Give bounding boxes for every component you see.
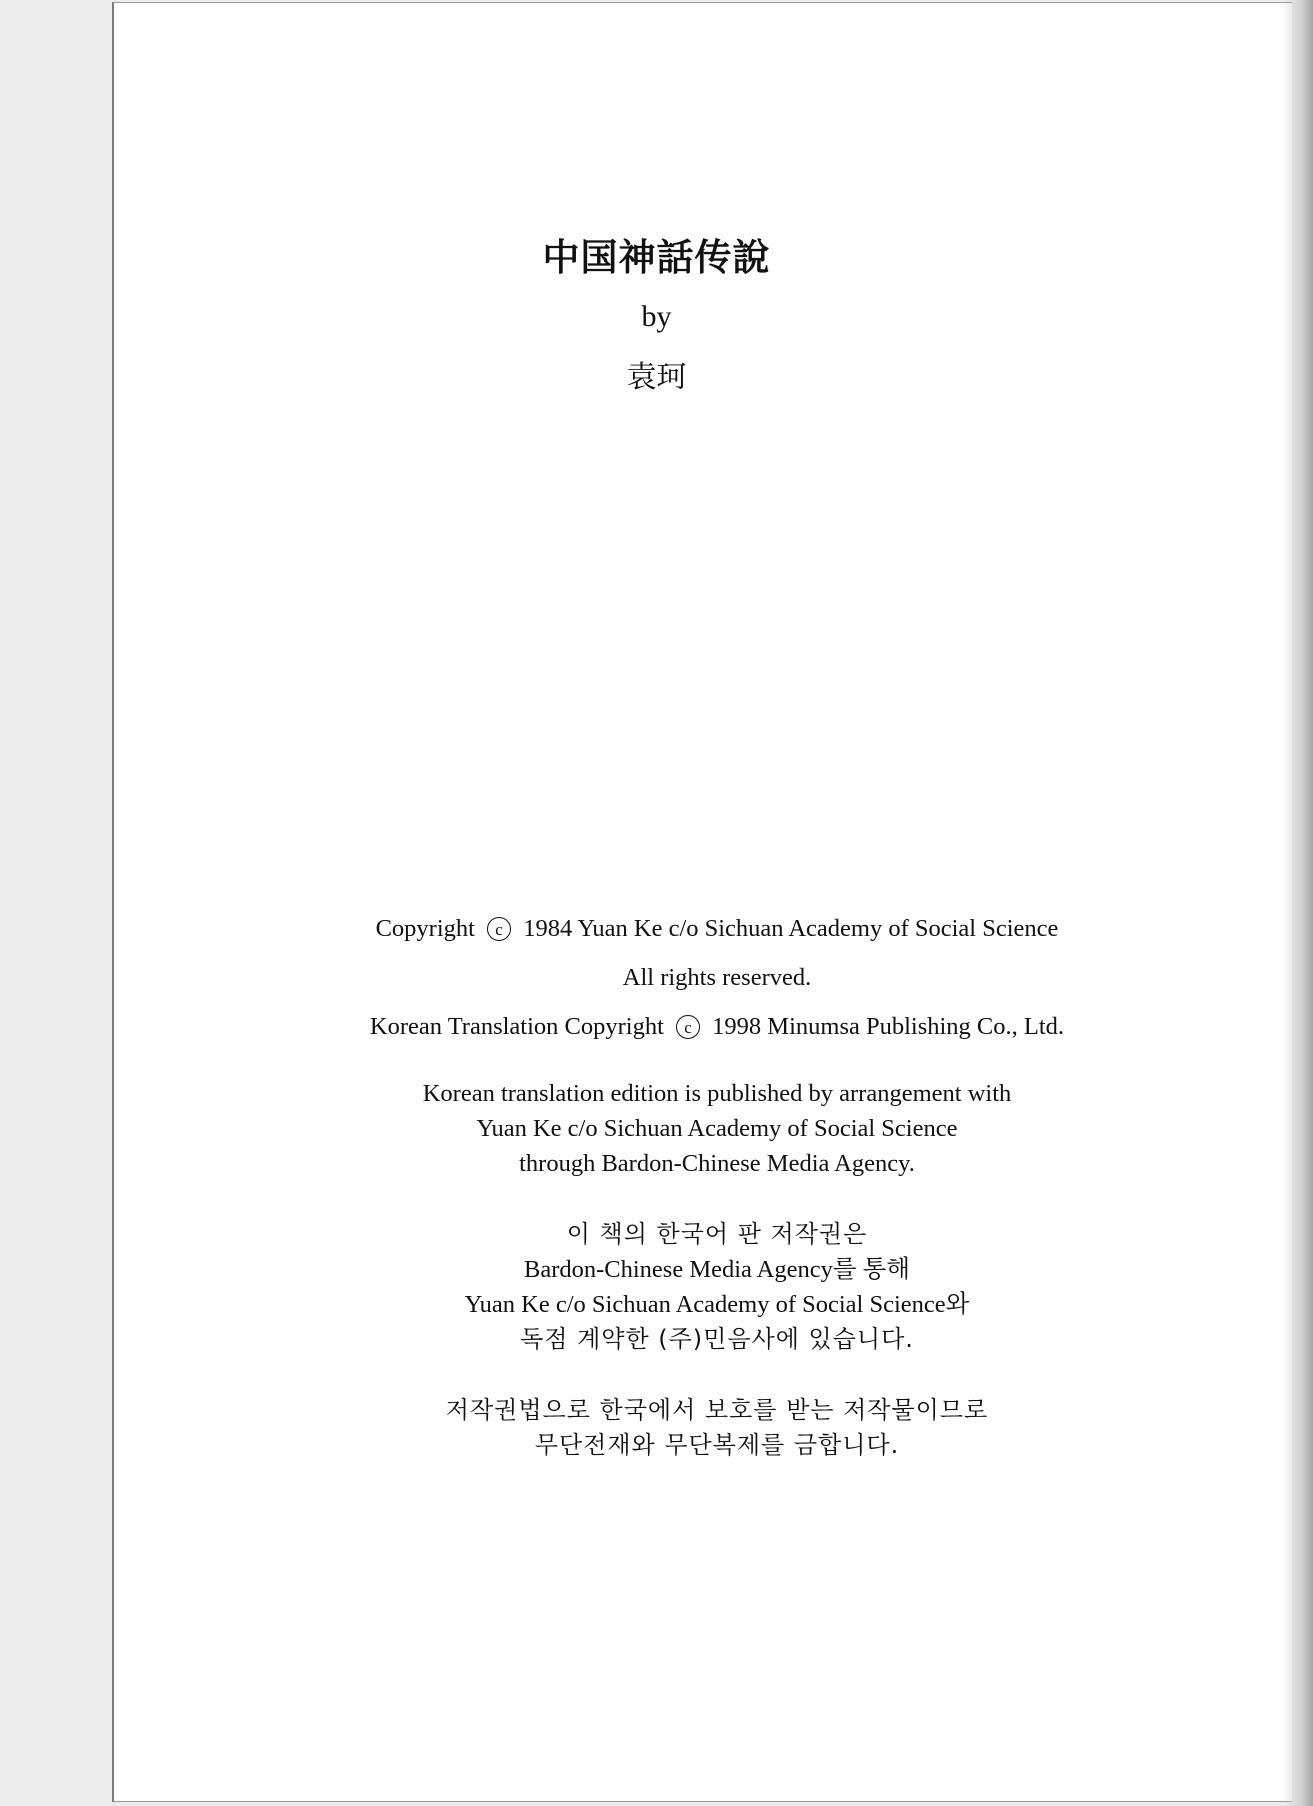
korean-rights-line: Bardon-Chinese Media Agency를 통해	[523, 1256, 911, 1283]
korean-rights-line: 독점 계약한 (주)민음사에 있습니다.	[520, 1325, 914, 1353]
author-name: 袁珂	[626, 361, 687, 394]
korean-rights-paragraph	[0, 1217, 1313, 1357]
arrangement-line: through Bardon-Chinese Media Agency.	[519, 1150, 915, 1177]
rights-reserved: All rights reserved.	[622, 964, 812, 991]
copyright-line-original	[0, 908, 1313, 950]
copyright-notice-paragraph	[0, 1393, 1313, 1463]
copyright-holder: 1984 Yuan Ke c/o Sichuan Academy of Social Science	[523, 915, 1059, 942]
translation-copyright-holder: 1998 Minumsa Publishing Co., Ltd.	[712, 1013, 1065, 1040]
copyright-block	[0, 908, 1313, 1463]
notice-line: 무단전재와 무단복제를 금합니다.	[534, 1431, 900, 1459]
page-edge-shadow	[1283, 0, 1313, 1806]
copyright-symbol-icon: c	[487, 917, 511, 941]
arrangement-paragraph	[0, 1076, 1313, 1181]
copyright-line-translation	[0, 1006, 1313, 1048]
arrangement-line: Korean translation edition is published by arrangement with	[422, 1080, 1012, 1107]
notice-line: 저작권법으로 한국에서 보호를 받는 저작물이므로	[445, 1396, 989, 1424]
arrangement-line: Yuan Ke c/o Sichuan Academy of Social Science	[476, 1115, 958, 1142]
korean-rights-line: 이 책의 한국어 판 저작권은	[566, 1220, 868, 1248]
by-label: by	[641, 300, 672, 333]
translation-copyright-word: Korean Translation Copyright	[369, 1013, 664, 1040]
book-title: 中国神話传說	[542, 238, 771, 279]
copyright-word: Copyright	[375, 915, 475, 942]
copyright-symbol-icon: c	[676, 1015, 700, 1039]
korean-rights-line: Yuan Ke c/o Sichuan Academy of Social Science와	[464, 1291, 970, 1318]
title-block	[0, 232, 1313, 408]
